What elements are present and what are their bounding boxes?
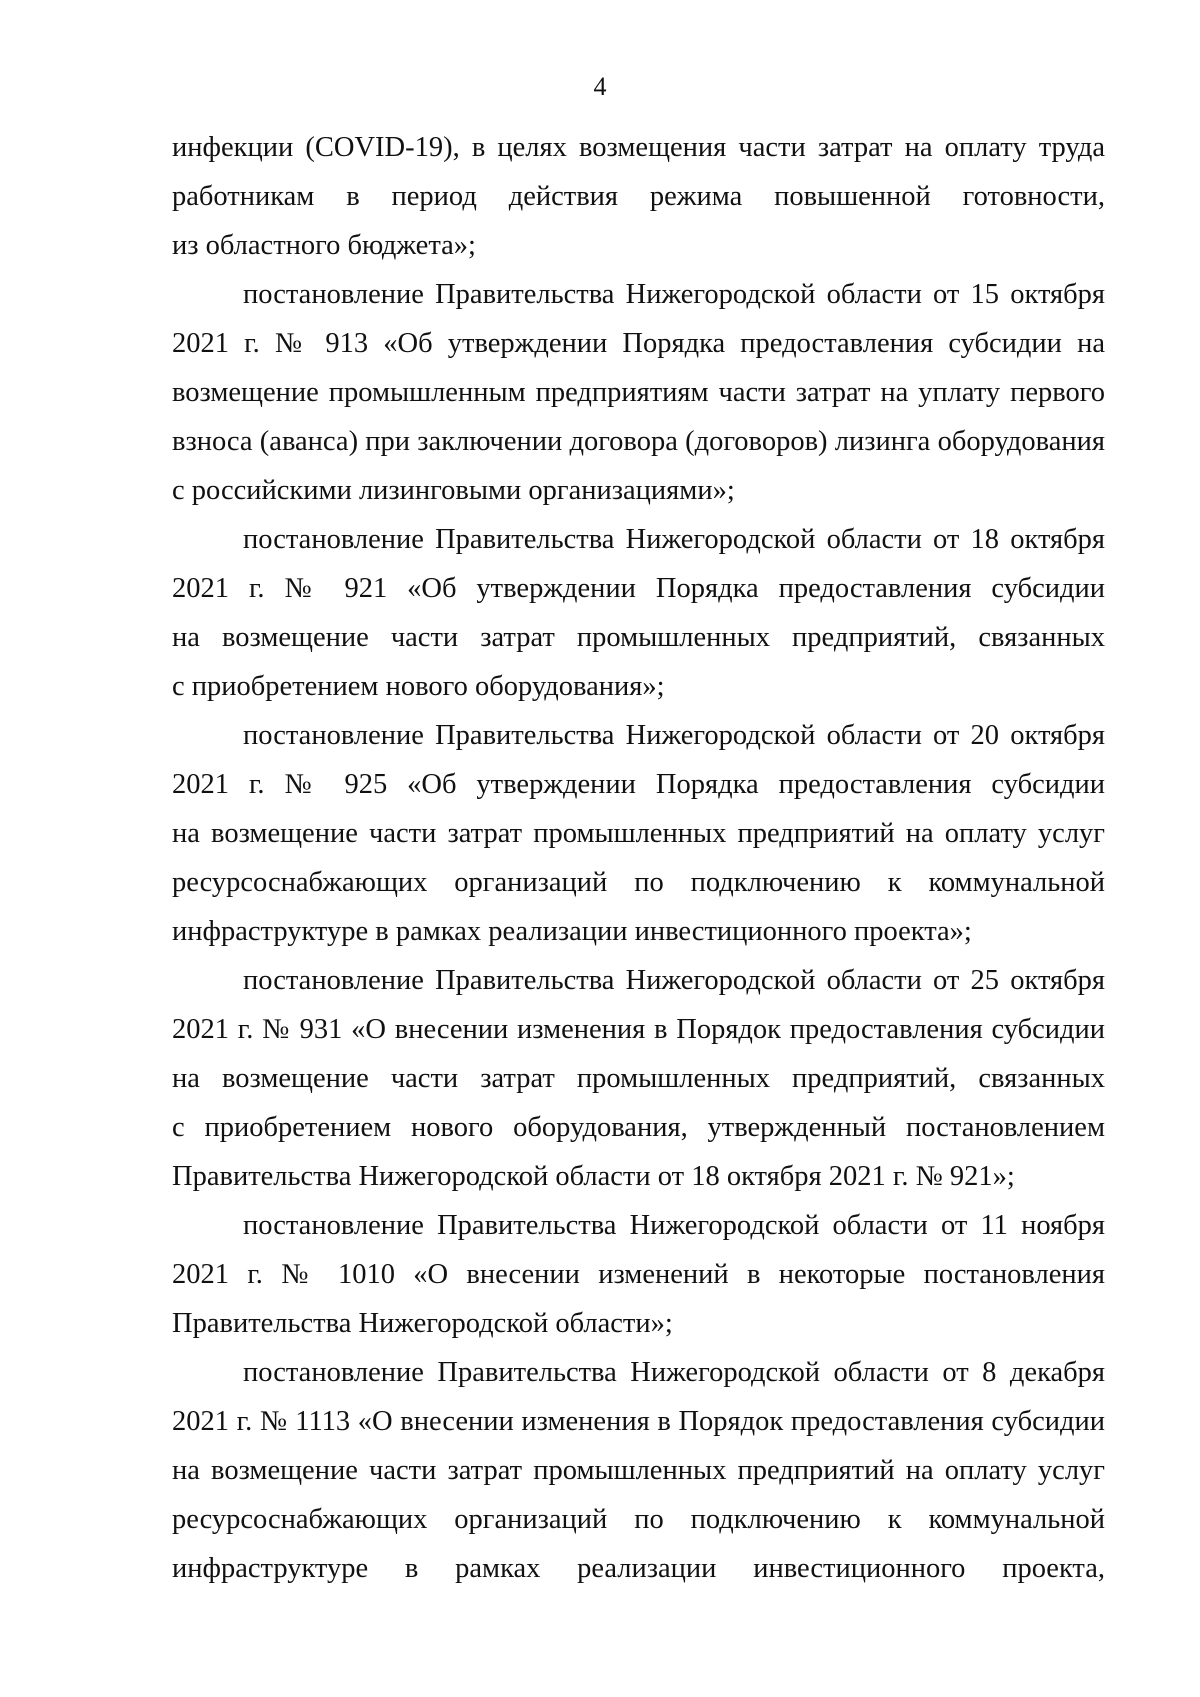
text-line: 2021 г. № 921 «Об утверждении Порядка предоставления субсидии: [172, 573, 1105, 604]
text-line: инфраструктуре в рамках реализации инвестиционного проекта»;: [172, 916, 972, 947]
text-line: 2021 г. № 913 «Об утверждении Порядка предоставления субсидии на: [172, 328, 1105, 359]
text-line: с приобретением нового оборудования, утвержденный постановлением: [172, 1112, 1105, 1143]
text-line: с приобретением нового оборудования»;: [172, 671, 665, 702]
text-line: 2021 г. № 925 «Об утверждении Порядка предоставления субсидии: [172, 769, 1105, 800]
text-line: на возмещение части затрат промышленных предприятий, связанных: [172, 622, 1105, 653]
text-line: из областного бюджета»;: [172, 230, 476, 261]
text-line: на возмещение части затрат промышленных предприятий, связанных: [172, 1063, 1105, 1094]
text-line: возмещение промышленным предприятиям части затрат на уплату первого: [172, 377, 1105, 408]
text-line: ресурсоснабжающих организаций по подключению к коммунальной: [172, 867, 1105, 898]
text-line: взноса (аванса) при заключении договора (договоров) лизинга оборудования: [172, 426, 1105, 457]
text-line: на возмещение части затрат промышленных предприятий на оплату услуг: [172, 818, 1105, 849]
text-line: постановление Правительства Нижегородской области от 8 декабря: [243, 1357, 1105, 1388]
text-line: с российскими лизинговыми организациями»;: [172, 475, 735, 506]
text-line: постановление Правительства Нижегородской области от 18 октября: [243, 524, 1105, 555]
text-line: 2021 г. № 1113 «О внесении изменения в Порядок предоставления субсидии: [172, 1406, 1105, 1437]
text-line: 2021 г. № 1010 «О внесении изменений в некоторые постановления: [172, 1259, 1105, 1290]
text-line: на возмещение части затрат промышленных предприятий на оплату услуг: [172, 1455, 1105, 1486]
text-line: постановление Правительства Нижегородской области от 20 октября: [243, 720, 1105, 751]
text-line: Правительства Нижегородской области от 18 октября 2021 г. № 921»;: [172, 1161, 1015, 1192]
text-line: постановление Правительства Нижегородской области от 15 октября: [243, 279, 1105, 310]
text-line: ресурсоснабжающих организаций по подключению к коммунальной: [172, 1504, 1105, 1535]
document-body: [172, 123, 1105, 1593]
text-line: инфраструктуре в рамках реализации инвестиционного проекта,: [172, 1553, 1105, 1584]
text-line: Правительства Нижегородской области»;: [172, 1308, 673, 1339]
text-line: постановление Правительства Нижегородской области от 25 октября: [243, 965, 1105, 996]
text-line: 2021 г. № 931 «О внесении изменения в Порядок предоставления субсидии: [172, 1014, 1105, 1045]
text-line: инфекции (COVID-19), в целях возмещения части затрат на оплату труда: [172, 132, 1105, 163]
page-number: 4: [593, 72, 607, 101]
text-line: постановление Правительства Нижегородской области от 11 ноября: [243, 1210, 1105, 1241]
text-line: работникам в период действия режима повышенной готовности,: [172, 181, 1105, 212]
